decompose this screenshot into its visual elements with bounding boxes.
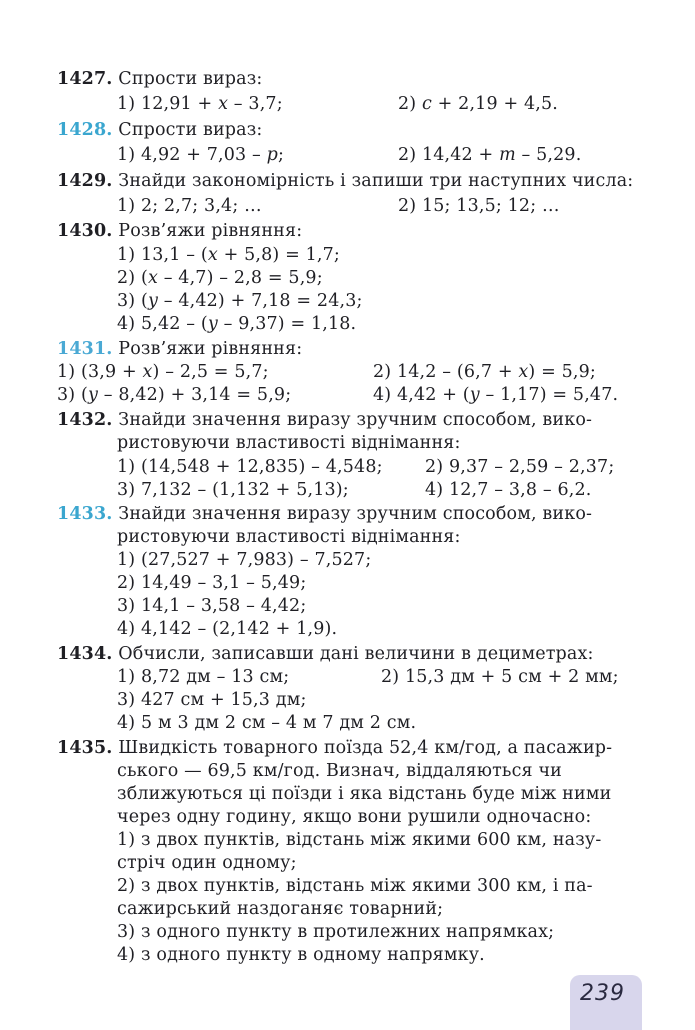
problem-1427-item-1: 1) 12,91 + x – 3,7; bbox=[117, 94, 283, 114]
problem-1431-item-3: 3) (y – 8,42) + 3,14 = 5,9; bbox=[57, 385, 292, 405]
problem-1427-header bbox=[57, 68, 262, 90]
problem-number: 1435. bbox=[57, 738, 113, 758]
problem-1433-title-cont: ристовуючи властивості віднімання: bbox=[117, 527, 461, 547]
problem-1432-item-2: 2) 9,37 – 2,59 – 2,37; bbox=[425, 457, 615, 477]
problem-1435-line-4: через одну годину, якщо вони рушили одночасно: bbox=[117, 807, 592, 827]
problem-1434-item-4: 4) 5 м 3 дм 2 см – 4 м 7 дм 2 см. bbox=[117, 713, 417, 733]
problem-1429-item-2: 2) 15; 13,5; 12; … bbox=[398, 196, 560, 216]
problem-title: Спрости вираз: bbox=[118, 69, 263, 89]
problem-1433-item-2: 2) 14,49 – 3,1 – 5,49; bbox=[117, 573, 307, 593]
problem-1431-item-2: 2) 14,2 – (6,7 + x) = 5,9; bbox=[373, 362, 596, 382]
problem-1432-item-4: 4) 12,7 – 3,8 – 6,2. bbox=[425, 480, 592, 500]
problem-title: Обчисли, записавши дані величини в дециметрах: bbox=[118, 644, 594, 664]
problem-number: 1431. bbox=[57, 339, 113, 359]
problem-title: Спрости вираз: bbox=[118, 120, 263, 140]
problem-number: 1427. bbox=[57, 69, 113, 89]
problem-number: 1430. bbox=[57, 221, 113, 241]
problem-1435-line-5: 1) з двох пунктів, відстань між якими 600 км, назу- bbox=[117, 830, 602, 850]
problem-1435-line-7: 2) з двох пунктів, відстань між якими 300 км, і па- bbox=[117, 876, 593, 896]
page-number: 239 bbox=[580, 981, 625, 1006]
problem-1434-item-1: 1) 8,72 дм – 13 см; bbox=[117, 667, 290, 687]
problem-1427-item-2: 2) c + 2,19 + 4,5. bbox=[398, 94, 558, 114]
problem-1430-header bbox=[57, 220, 302, 242]
problem-1430-item-4: 4) 5,42 – (y – 9,37) = 1,18. bbox=[117, 314, 357, 334]
problem-title: Розв’яжи рівняння: bbox=[118, 339, 303, 359]
problem-1435-line-3: зближуються ці поїзди і яка відстань буде між ними bbox=[117, 784, 612, 804]
problem-title: Знайди закономірність і запиши три наступних числа: bbox=[118, 171, 634, 191]
problem-1433-item-3: 3) 14,1 – 3,58 – 4,42; bbox=[117, 596, 307, 616]
problem-1435-line-10: 4) з одного пункту в одному напрямку. bbox=[117, 945, 485, 965]
problem-number: 1428. bbox=[57, 120, 113, 140]
problem-1435-header bbox=[57, 737, 612, 759]
problem-1432-item-1: 1) (14,548 + 12,835) – 4,548; bbox=[117, 457, 383, 477]
problem-1433-header bbox=[57, 503, 592, 525]
problem-1435-line-9: 3) з одного пункту в протилежних напрямках; bbox=[117, 922, 555, 942]
problem-1435-line-8: сажирський наздоганяє товарний; bbox=[117, 899, 444, 919]
problem-1431-item-4: 4) 4,42 + (y – 1,17) = 5,47. bbox=[373, 385, 619, 405]
problem-1431-header bbox=[57, 338, 302, 360]
problem-1430-item-3: 3) (y – 4,42) + 7,18 = 24,3; bbox=[117, 291, 363, 311]
page-number-tab bbox=[570, 975, 642, 1030]
problem-1435-line-6: стріч один одному; bbox=[117, 853, 297, 873]
problem-1430-item-1: 1) 13,1 – (x + 5,8) = 1,7; bbox=[117, 245, 340, 265]
problem-1433-item-4: 4) 4,142 – (2,142 + 1,9). bbox=[117, 619, 338, 639]
problem-1429-item-1: 1) 2; 2,7; 3,4; … bbox=[117, 196, 262, 216]
problem-title: Знайди значення виразу зручним способом, вико- bbox=[118, 504, 593, 524]
problem-1434-item-3: 3) 427 см + 15,3 дм; bbox=[117, 690, 307, 710]
problem-1435-line-2: ського — 69,5 км/год. Визнач, віддаляються чи bbox=[117, 761, 562, 781]
problem-1428-header bbox=[57, 119, 262, 141]
problem-1428-item-2: 2) 14,42 + m – 5,29. bbox=[398, 145, 582, 165]
problem-1432-header bbox=[57, 409, 592, 431]
problem-title: Знайди значення виразу зручним способом, вико- bbox=[118, 410, 593, 430]
problem-1430-item-2: 2) (x – 4,7) – 2,8 = 5,9; bbox=[117, 268, 323, 288]
problem-number: 1433. bbox=[57, 504, 113, 524]
problem-1431-item-1: 1) (3,9 + x) – 2,5 = 5,7; bbox=[57, 362, 269, 382]
problem-text-line: Швидкість товарного поїзда 52,4 км/год, а пасажир- bbox=[118, 738, 613, 758]
problem-number: 1432. bbox=[57, 410, 113, 430]
problem-number: 1429. bbox=[57, 171, 113, 191]
problem-number: 1434. bbox=[57, 644, 113, 664]
problem-1432-title-cont: ристовуючи властивості віднімання: bbox=[117, 433, 461, 453]
problem-1428-item-1: 1) 4,92 + 7,03 – p; bbox=[117, 145, 285, 165]
problem-1433-item-1: 1) (27,527 + 7,983) – 7,527; bbox=[117, 550, 372, 570]
problem-1434-item-2: 2) 15,3 дм + 5 см + 2 мм; bbox=[381, 667, 619, 687]
problem-1429-header bbox=[57, 170, 633, 192]
problem-title: Розв’яжи рівняння: bbox=[118, 221, 303, 241]
problem-1432-item-3: 3) 7,132 – (1,132 + 5,13); bbox=[117, 480, 349, 500]
problem-1434-header bbox=[57, 643, 594, 665]
